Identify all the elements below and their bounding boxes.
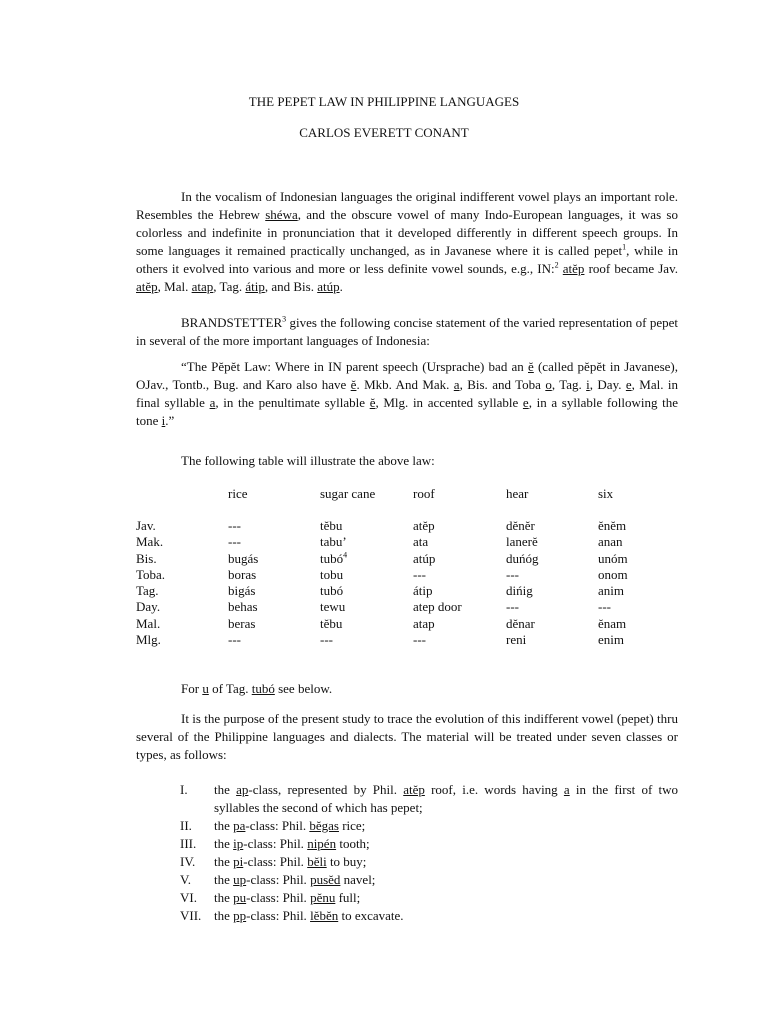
list-number: III.	[180, 836, 197, 851]
list-item: IV. the pi-class: Phil. bĕli to buy;	[180, 854, 367, 869]
paper-title: THE PEPET LAW IN PHILIPPINE LANGUAGES	[248, 94, 520, 109]
table-cell: bigás	[228, 583, 256, 599]
list-number: VII.	[180, 908, 202, 923]
list-number: II.	[180, 818, 192, 833]
table-cell: ata	[413, 534, 429, 550]
brandstetter-paragraph: BRANDSTETTER$^3$ gives the following concise statement of the varied representation of pepet in several of the more important languages of Indonesia:	[136, 314, 678, 348]
language-cell: Bis.	[136, 550, 157, 566]
table-cell: atep door	[413, 599, 462, 615]
table-cell: boras	[228, 566, 257, 582]
footnote-ref-1: 1	[622, 242, 627, 252]
table-cell: atap	[413, 615, 435, 631]
table-cell: reni	[506, 632, 527, 648]
header-cell: sugar cane	[320, 486, 376, 501]
table-cell: tubó$^4$	[320, 550, 348, 566]
table-cell: tobu	[320, 566, 344, 582]
table-cell: enim	[598, 632, 624, 648]
table-cell: ---	[598, 599, 611, 615]
list-item: II. the pa-class: Phil. bĕgas rice;	[180, 818, 366, 833]
pepet-law-quote: “The Pĕpĕt Law: Where in IN parent speech (Ursprache) bad an ĕ (called pĕpĕt in Javanese), OJav., Tontb., Bug. and Karo also have ĕ. Mkb. And Mak. a, Bis. and Toba o, Tag. i, Day. e, Mal. in final syllable a, in the penultimate syllable ĕ, Mlg. in accented syllable e, in a syllable following the tone i.”	[136, 359, 678, 428]
table-row	[136, 567, 696, 583]
table-cell: ĕnĕm	[598, 518, 627, 533]
table-cell: anim	[598, 583, 624, 599]
header-cell: hear	[506, 486, 529, 501]
table-cell: onom	[598, 566, 628, 582]
list-number: IV.	[180, 854, 196, 869]
table-cell: ---	[228, 518, 241, 533]
table-row	[136, 599, 696, 615]
table-cell: ---	[413, 566, 426, 582]
header-cell: roof	[413, 486, 435, 501]
table-cell: unóm	[598, 550, 628, 566]
for-u-note: For u of Tag. tubó see below.	[181, 681, 333, 696]
list-item: III. the ip-class: Phil. nipén tooth;	[180, 836, 370, 851]
table-cell: ---	[228, 632, 241, 648]
table-cell: beras	[228, 615, 256, 631]
language-cell: Mak.	[136, 534, 164, 550]
list-item: V. the up-class: Phil. pusĕd navel;	[180, 872, 376, 887]
language-cell: Tag.	[136, 583, 159, 599]
table-cell: átip	[413, 583, 433, 599]
language-cell: Toba.	[136, 566, 166, 582]
table-cell: tĕbu	[320, 615, 343, 631]
table-cell: atĕp	[413, 518, 435, 533]
table-intro: The following table will illustrate the above law:	[181, 453, 435, 468]
table-row	[136, 632, 696, 648]
table-cell: anan	[598, 534, 623, 550]
purpose-paragraph: It is the purpose of the present study to trace the evolution of this indifferent vowel (pepet) thru several of the Philippine languages and dialects. The material will be treated under seven classes or types, as follows:	[136, 711, 678, 762]
table-row	[136, 534, 696, 550]
list-item: VII. the pp-class: Phil. lĕbĕn to excavate.	[180, 908, 404, 923]
table-cell: ---	[506, 599, 519, 615]
table-cell: ---	[506, 566, 519, 582]
language-cell: Mal.	[136, 615, 161, 631]
table-cell: dińig	[506, 583, 533, 599]
list-item: I. the ap-class, represented by Phil. atĕp roof, i.e. words having a in the first of two syllables the second of which has pepet;	[180, 782, 679, 815]
table-cell: duńóg	[506, 550, 539, 566]
header-cell: rice	[228, 486, 248, 501]
language-cell: Jav.	[136, 518, 156, 533]
table-cell: tewu	[320, 599, 346, 615]
table-cell: ĕnam	[598, 615, 627, 631]
table-row	[136, 551, 696, 567]
list-number: I.	[180, 782, 188, 797]
table-cell: lanerĕ	[506, 534, 538, 550]
footnote-ref-2: 2	[554, 260, 559, 270]
footnote-ref-4: 4	[343, 550, 348, 560]
table-cell: ---	[320, 632, 333, 648]
table-cell: ---	[413, 632, 426, 648]
list-item: VI. the pu-class: Phil. pĕnu full;	[180, 890, 361, 905]
table-cell: tubó	[320, 583, 344, 599]
table-row	[136, 583, 696, 599]
table-cell: dĕnar	[506, 615, 535, 631]
header-cell: six	[598, 486, 614, 501]
table-row	[136, 518, 696, 534]
paper-author: CARLOS EVERETT CONANT	[299, 125, 469, 140]
class-list	[180, 781, 678, 925]
table-header-row	[136, 486, 696, 518]
table-cell: tabu’	[320, 534, 347, 550]
language-cell: Mlg.	[136, 632, 161, 648]
language-cell: Day.	[136, 599, 161, 615]
table-cell: ---	[228, 534, 241, 550]
pepet-table	[136, 486, 696, 648]
table-cell: dĕnĕr	[506, 518, 535, 533]
term-shewa: shéwa	[265, 207, 298, 222]
list-number: VI.	[180, 890, 197, 905]
footnote-ref-3: 3	[282, 314, 287, 324]
table-cell: behas	[228, 599, 258, 615]
table-row	[136, 616, 696, 632]
table-cell: bugás	[228, 550, 259, 566]
intro-paragraph: In the vocalism of Indonesian languages the original indifferent vowel plays an important role. Resembles the Hebrew shéwa, and the obscure vowel of many Indo-European languages, it was so colorless and indefinite in pronunciation that it developed differently in different speech groups. In some languages it remained practically unchanged, as in Javanese where it is called pepet$^1$, while in others it evolved into various and more or less definite vowel sounds, e.g., IN:$^2$ atĕp roof became Jav. atĕp, Mal. atap, Tag. átip, and Bis. atúp.	[136, 189, 678, 294]
list-number: V.	[180, 872, 191, 887]
table-cell: tĕbu	[320, 518, 343, 533]
table-cell: atúp	[413, 550, 436, 566]
